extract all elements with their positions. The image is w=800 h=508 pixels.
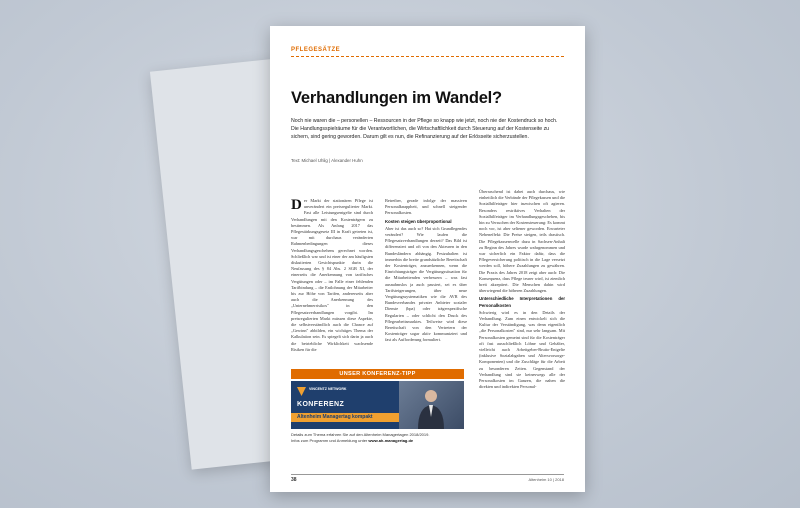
article-title: Verhandlungen im Wandel? [291, 89, 502, 107]
body-column-1 [291, 198, 373, 353]
article-authors: Text: Michael Uhlig | Alexander Huhn [291, 158, 363, 163]
body-column-3 [479, 189, 565, 391]
ad-caption-prefix: Infos zum Programm und Anmeldung unter [291, 437, 368, 443]
magazine-page [270, 26, 585, 492]
column-3-text: Überraschend ist dabei auch durchaus, wie einheitlich die Verbände der Pflegekassen und die Sozialhilfeträger hier inzwischen oft agieren. Besonders restriktives Verhalten der Sozialhilfeträger im Verhandlungsgeschehen, bis hin zu Versuchen der Kostensteuerung: Es kommt noch vor, ist aber seltener geworden. Erwarteter Nebeneffekt: Die Preise steigen, teils drastisch. Die Pflegekassenwelle dazu in Sachsen-Anhalt zu Beginn des Jahres wurde wahrgenommen und war sicherlich ein Faktor dafür, dass die Pflegeversicherung politisch in die Lage versetzt werden soll, höhere Zuzahlungen zu gewähren. Die Praxis des Jahres 2018 zeigt aber auch: Die Konsequenz, dass Pflege teurer wird, ist ziemlich breit akzeptiert. Die Menschen dahin wird überwiegend die höheren Zuzahlungen. [479, 189, 565, 294]
column-2-heading: Kosten steigen überproportional [385, 218, 452, 224]
column-1-text: er Markt der stationären Pflege ist unverändert ein preisregulierter Markt. Fast alle Leistungsentgelte sind durch Verhandlungen mit den Kostenträgern zu bestimmen. Als Anfang 2017 das Pflegestärkungsgesetz III in Kraft getreten ist, war mit durchaus veränderten Rahmenbedingungen dieses Verhandlungsgeschehens gerechnet worden. Schließlich war und ist einer der am häufigsten diskutierten Gesichtspunkte durin die Neufassung des § 84 Abs. 2 SGB XI, der einerseits die Anerkennung von tarifisches Vergütungen oder – im Falle einer fehlenden Tarifbindung – die Entlohnung der Mitarbeiter bis zur Höhe von Tarifen, andererseits aber auch die Anerkennung des „Unternehmerrisikos" in den Pflegesatzverhandlungen vorgibt. Im preisregulierten Markt müssen diese Aspekte, die selbstverständlich auch die Chance auf „Gewinn" abbilden, ein wichtiges Thema der Kalkulation sein. Es spiegelt sich darin ja auch die betriebliche Wirklichkeit wachsende Risiken für die [291, 198, 373, 352]
conference-ad [291, 381, 464, 429]
conference-tip-bar: UNSER KONFERENZ-TIPP [291, 369, 464, 379]
ad-url-link[interactable]: www.ah-managertag.de [368, 437, 414, 443]
kicker-rule [291, 56, 564, 57]
ad-event-name: Altenheim Managertag kompakt [291, 413, 401, 422]
ad-brand: VINCENTZ NETWORK [309, 387, 347, 391]
footer-issue: Altenheim 10 | 2018 [528, 477, 564, 482]
vincentz-logo-icon [297, 387, 306, 396]
footer-rule [291, 474, 564, 475]
column-2-intro: Betreiber, gerade infolge der massiven Personalknappheit, und schnell steigender Personalkosten. [385, 198, 467, 216]
column-3-heading: Unterschiedliche Interpretationen der Personalkosten [479, 296, 565, 308]
column-3-text-2: Schwierig wird es in den Details der Verhandlung. Zum einen entwickelt sich die Kultur der Verständigung, was denn eigentlich „die Personalkosten" sind, nur sehr langsam. Mit Personalkosten gemeint sind für die Kostenträger oft fast ausschließlich Löhne und Gehälter, vielleicht auch Arbeitgeber-Brutto-Entgelte (inklusive Sozialabgaben und Altersvorsorge-Komponenten) und die Zuschläge für die Arbeit zu besonderen Zeiten. Gegenstand der Verhandlung sind sie keineswegs alle der Personalkosten im Ganzen, die nahen die direkten und indirekten Personal- [479, 309, 565, 390]
section-kicker: PFLEGESÄTZE [291, 47, 341, 53]
ad-caption-line-1: Details zum Thema erfahren Sie auf den Altenheim Managertagen 2018/2019. [291, 432, 430, 437]
speaker-person-icon [416, 387, 446, 429]
article-lead: Noch nie waren die – personellen – Ressourcen in der Pflege so knapp wie jetzt, noch nie der Kostendruck so hoch. Die Handlungsspielräume für die Verantwortlichen, die Wirtschaftlichkeit durch Steuerung auf der Kostenseite zu sichern, sind gering geworden. Darum gilt es nun, die Refinanzierung auf der Erlösseite sicherzustellen. [291, 118, 558, 141]
column-2-text: Aber ist das auch so? Hat sich Grundlegendes verändert? Wie laufen die Pflegesatzverhandlungen derzeit? Das Bild ist differenziert und oft von den Akteuren in den Bundesländern abhängig. Festzuhalten ist immerhin die breite grundsätzliche Bereitschaft der Kostenträger, anzuerkennen, wenn die Einrichtungsträger die Vergütungssituation für die Mitarbeitenden verbessern – was fast ausnahmslos ja auch passiert, sei es über Tarifsteigerungen, über neue Vergütungssystematiken wie die AVR des Bundesverbandes privater Anbieter sozialer Dienste (bpa) oder trägerspezifische Regularien – oder schlicht den Druck des Pflegearbeitsmarktes. Teilweise wird diese Bereitschaft von den Vertretern der Kostenträger sogar aktiv kommuniziert und fast als Aufforderung formuliert. [385, 225, 467, 343]
ad-caption [291, 432, 466, 443]
ad-konferenz-label: KONFERENZ [297, 401, 345, 408]
page-number: 38 [291, 477, 297, 483]
ad-caption-line-2 [291, 438, 466, 444]
body-column-2 [385, 198, 467, 344]
drop-cap: D [291, 197, 302, 213]
